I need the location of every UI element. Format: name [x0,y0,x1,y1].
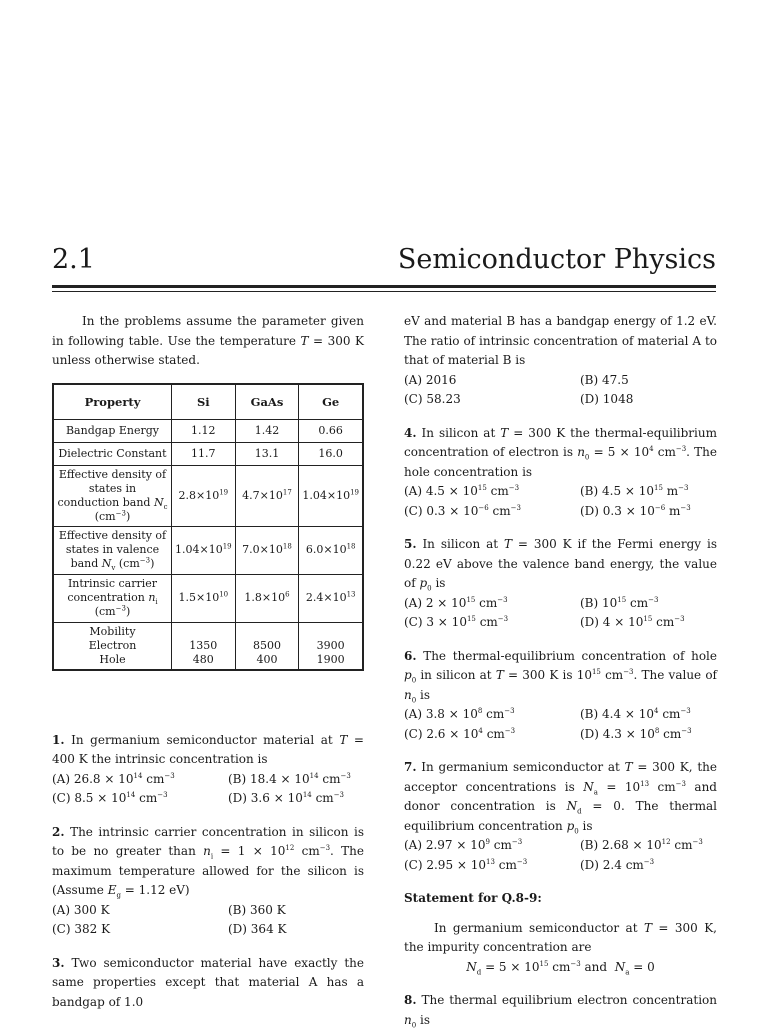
option-d[interactable]: (D) 2.4 $cm^{-3}$ [580,857,655,872]
cell-si: $2.8\times 10^{19}$ [171,465,235,526]
chapter-number: 2.1 [52,244,95,275]
table-row [53,574,363,622]
question-7: 7. In germanium semiconductor at T = 300 K, the acceptor concentrations is $N_a = 10^{13}$ $cm^{-3}$ and donor concentration is $N_d = 0$. The thermal equilibrium concentration $p_0$ is [404,760,718,835]
header-rule-thin [52,291,716,292]
question-1-options [52,770,364,809]
cell-gaas: $1.8\times 10^6$ [235,574,299,622]
header-rule-thick [52,285,716,288]
question-4: 4. In silicon at T = 300 K the thermal-equilibrium concentration of electron is $n_0 = 5 \times 10^4$ $cm^{-3}$. The hole concentration is [404,425,717,479]
option-b[interactable]: (B) 360 K [228,902,286,917]
statement-formula: $N_d = 5 \times 10^{15}$ $cm^{-3}$ and $N_a = 0$ [466,959,655,976]
cell-si: 11.7 [171,442,235,465]
statement-title: Statement for Q.8-9: [404,891,542,905]
cell-ge: 16.0 [299,442,363,465]
option-c[interactable]: (C) $2.95 \times 10^{13}$ $cm^{-3}$ [404,857,528,872]
left-column [52,312,364,1012]
question-2-options [52,901,364,940]
option-c[interactable]: (C) $0.3 \times 10^{-6}$ $cm^{-3}$ [404,503,521,518]
cell-property: Dielectric Constant [53,442,171,465]
option-b[interactable]: (B) $10^{15}$ $cm^{-3}$ [580,595,659,610]
header-property: Property [53,384,171,420]
question-3-options [404,371,717,410]
cell-property: Mobility Electron Hole [53,622,171,670]
option-d[interactable]: (D) $4 \times 10^{15}$ $cm^{-3}$ [580,615,685,629]
question-3: 3. Two semiconductor material have exactly the same properties except that material A has a bandgap of 1.0 [52,955,364,1009]
option-b[interactable]: (B) $18.4 \times 10^{14}$ $cm^{-3}$ [228,771,351,786]
question-4-options [404,482,717,521]
cell-ge: 3900 1900 [299,622,363,670]
chapter-title: Semiconductor Physics [397,244,716,275]
option-a[interactable]: (A) $2 \times 10^{15}$ $cm^{-3}$ [404,595,508,610]
table-row [53,442,363,465]
table-row [53,622,363,670]
option-a[interactable]: (A) $4.5 \times 10^{15}$ $cm^{-3}$ [404,484,520,498]
table-row [53,419,363,442]
option-b[interactable]: (B) $4.5 \times 10^{15}$ $m^{-3}$ [580,484,689,498]
cell-si: 1350 480 [171,622,235,670]
question-8: 8. The thermal equilibrium electron concentration $n_0$ is [404,993,717,1029]
option-d[interactable]: (D) $3.6 \times 10^{14}$ $cm^{-3}$ [228,791,345,805]
option-c[interactable]: (C) 382 K [52,922,111,936]
cell-property: Effective density of states in valence band $N_v$ $(cm^{-3})$ [53,526,171,574]
question-5-options [404,594,717,633]
option-b[interactable]: (B) 47.5 [580,372,629,387]
parameter-table [52,383,364,671]
cell-property: Intrinsic carrier concentration $n_i$ $(cm^{-3})$ [53,574,171,622]
option-c[interactable]: (C) $3 \times 10^{15}$ $cm^{-3}$ [404,615,509,629]
option-c[interactable]: (C) $8.5 \times 10^{14}$ $cm^{-3}$ [52,791,168,805]
option-d[interactable]: (D) $4.3 \times 10^8$ $cm^{-3}$ [580,726,692,741]
question-5: 5. In silicon at T = 300 K if the Fermi energy is 0.22 eV above the valence band energy, the value of $p_0$ is [404,537,717,593]
question-2: 2. The intrinsic carrier concentration in silicon is to be no greater than $n_i = 1 \times 10^{12}$ $cm^{-3}$. The maximum temperature allowed for the silicon is (Assume $E_g = 1.12$ eV) [52,824,364,900]
intro-text: In the problems assume the parameter given in following table. Use the temperature T = 300 K unless otherwise stated. [52,314,365,367]
option-b[interactable]: (B) $2.68 \times 10^{12}$ $cm^{-3}$ [580,838,703,852]
question-7-options [404,836,717,875]
option-a[interactable]: (A) $26.8 \times 10^{14}$ $cm^{-3}$ [52,771,175,786]
cell-property: Bandgap Energy [53,419,171,442]
option-a[interactable]: (A) 300 K [52,902,110,917]
table-row [53,465,363,526]
cell-gaas: 8500 400 [235,622,299,670]
table-row [53,526,363,574]
option-d[interactable]: (D) $0.3 \times 10^{-6}$ $m^{-3}$ [580,503,691,518]
cell-si: $1.04\times 10^{19}$ [171,526,235,574]
option-d[interactable]: (D) 364 K [228,922,287,936]
option-a[interactable]: (A) $3.8 \times 10^8$ $cm^{-3}$ [404,707,515,721]
cell-gaas: 13.1 [235,442,299,465]
question-1: 1. In germanium semiconductor material at T = 400 K the intrinsic concentration is [52,732,364,766]
cell-si: 1.12 [171,419,235,442]
question-6-options [404,705,717,744]
cell-gaas: $4.7\times 10^{17}$ [235,465,299,526]
option-d[interactable]: (D) 1048 [580,392,634,406]
table-header-row [53,384,363,420]
option-a[interactable]: (A) 2016 [404,372,457,387]
cell-gaas: 1.42 [235,419,299,442]
statement-text: In germanium semiconductor at T = 300 K, the impurity concentration are [404,920,717,954]
option-c[interactable]: (C) $2.6 \times 10^4$ $cm^{-3}$ [404,726,516,741]
question-6: 6. The thermal-equilibrium concentration of hole $p_0$ in silicon at T = 300 K is $10^{15}$ $cm^{-3}$. The value of $n_0$ is [404,648,717,704]
cell-property: Effective density of states in conduction band $N_c$ $(cm^{-3})$ [53,465,171,526]
cell-ge: $2.4\times 10^{13}$ [299,574,363,622]
option-b[interactable]: (B) $4.4 \times 10^4$ $cm^{-3}$ [580,707,691,721]
cell-ge: 0.66 [299,419,363,442]
header-gaas: GaAs [235,384,299,420]
cell-ge: $6.0\times 10^{18}$ [299,526,363,574]
option-c[interactable]: (C) 58.23 [404,392,461,406]
right-column [404,312,717,1030]
cell-gaas: $7.0\times 10^{18}$ [235,526,299,574]
cell-si: $1.5\times 10^{10}$ [171,574,235,622]
question-3-continued: eV and material B has a bandgap energy of 1.2 eV. The ratio of intrinsic concentration of material A to that of material B is [404,314,717,367]
header-si: Si [171,384,235,420]
header-ge: Ge [299,384,363,420]
cell-ge: $1.04\times 10^{19}$ [299,465,363,526]
page-header [52,244,716,284]
option-a[interactable]: (A) $2.97 \times 10^9$ $cm^{-3}$ [404,838,523,852]
